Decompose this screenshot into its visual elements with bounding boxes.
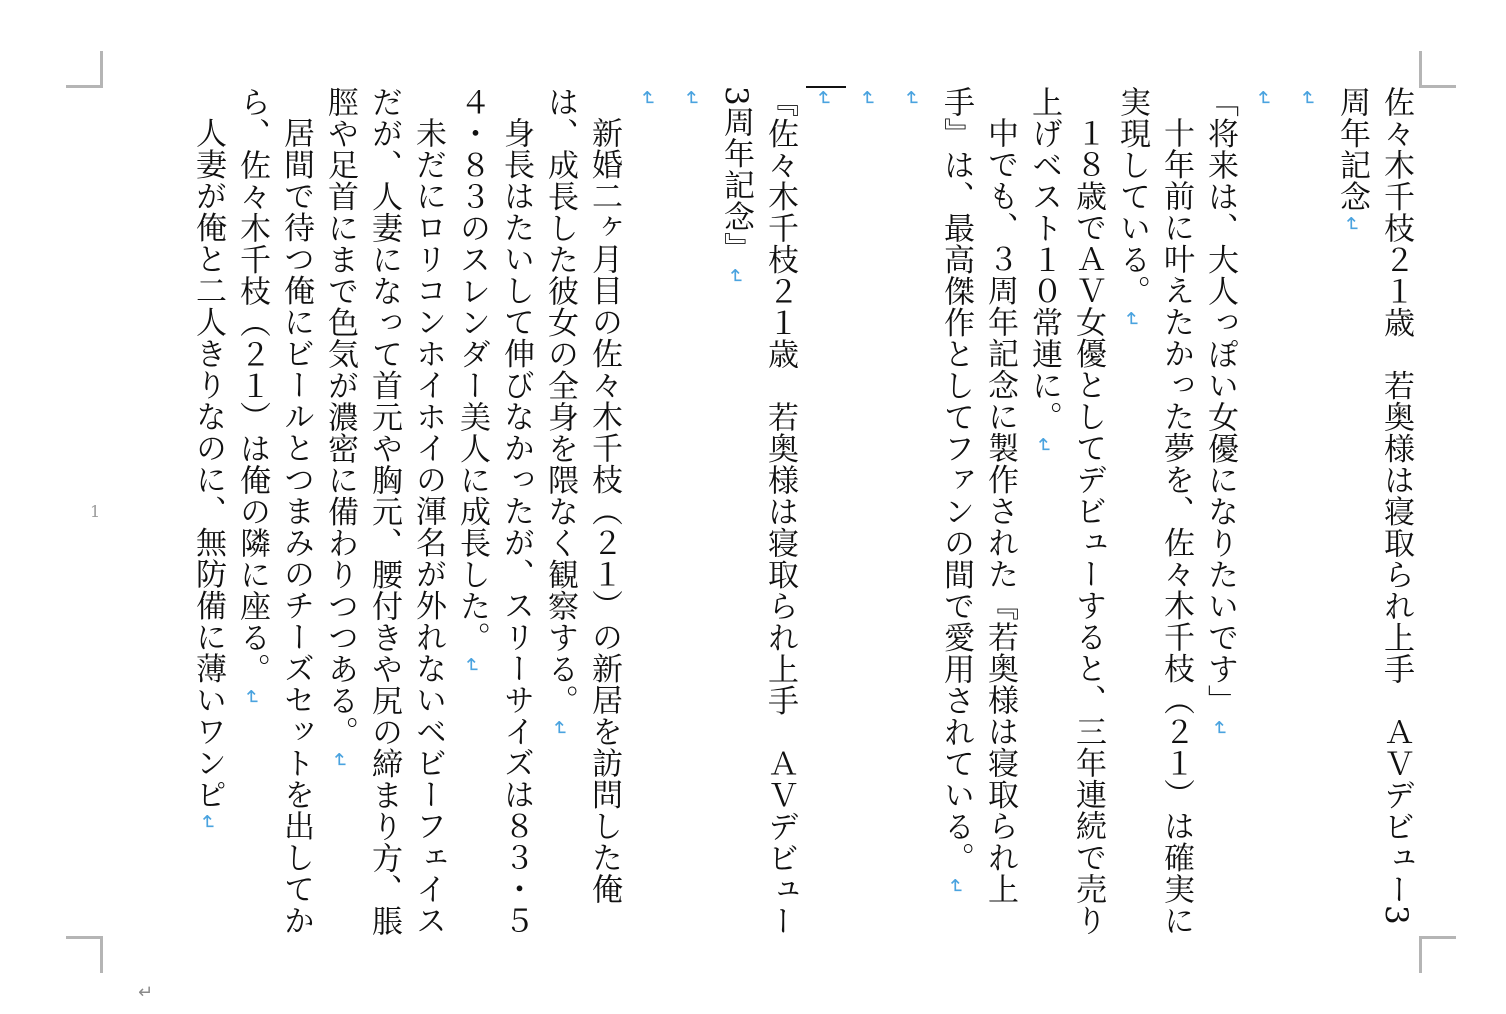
paragraph[interactable] <box>802 86 846 946</box>
paragraph[interactable] <box>1198 86 1242 946</box>
paragraph-indent <box>406 86 450 117</box>
paragraph-text: 居間で待つ俺にビールとつまみのチーズセットを出してから、佐々木千枝（２１）は俺の隣に座る。 <box>234 86 314 936</box>
paragraph-indent <box>186 86 230 117</box>
paragraph-mark-icon: ↵ <box>856 90 880 108</box>
paragraph-indent <box>494 86 538 117</box>
paragraph-mark-icon: ↵ <box>548 720 572 738</box>
paragraph-text: 十年前に叶えたかった夢を、佐々木千枝（２１）は確実に実現している。 <box>1114 86 1194 936</box>
paragraph-mark-icon: ↵ <box>724 267 748 285</box>
paragraph-mark-icon: ↵ <box>812 90 836 108</box>
paragraph-mark-icon: ↵ <box>1296 90 1320 108</box>
paragraph-text: １８歳でＡＶ女優としてデビューすると、三年連続で売り上げベスト１０常連に。 <box>1026 86 1106 936</box>
paragraph[interactable] <box>1242 86 1286 946</box>
paragraph-mark-icon: ↵ <box>680 90 704 108</box>
paragraph-indent <box>582 86 626 117</box>
paragraph-indent <box>1066 86 1110 117</box>
paragraph[interactable] <box>846 86 890 946</box>
paragraph-text: 佐々木千枝２１歳 若奥様は寝取られ上手 ＡＶデビュー3周年記念 <box>1334 86 1414 926</box>
vertical-text-body[interactable] <box>100 86 1418 946</box>
paragraph[interactable] <box>714 86 802 946</box>
paragraph[interactable] <box>318 86 450 946</box>
paragraph-mark-icon: ↵ <box>1120 310 1144 328</box>
paragraph-mark-icon: ↵ <box>196 814 220 832</box>
paragraph-mark-icon: ↵ <box>944 877 968 895</box>
paragraph-text: 「将来は、大人っぽい女優になりたいです」 <box>1202 86 1238 716</box>
crop-mark-bottom-left <box>66 936 103 973</box>
crop-mark-bottom-right <box>1419 936 1456 973</box>
paragraph[interactable] <box>670 86 714 946</box>
paragraph[interactable] <box>1286 86 1330 946</box>
paragraph-indent <box>978 86 1022 117</box>
line-number: 1 <box>90 502 101 521</box>
paragraph-indent <box>1154 86 1198 117</box>
paragraph-mark-icon: ↵ <box>636 90 660 108</box>
paragraph-text: 中でも、３周年記念に製作された『若奥様は寝取られ上手』は、最高傑作としてファンの間で愛用されている。 <box>938 86 1018 905</box>
paragraph-mark-icon: ↵ <box>240 688 264 706</box>
paragraph[interactable] <box>890 86 934 946</box>
paragraph[interactable] <box>186 86 230 946</box>
paragraph[interactable] <box>1330 86 1418 946</box>
paragraph-mark-icon: ↵ <box>900 90 924 108</box>
paragraph-mark-icon: ↵ <box>460 657 484 675</box>
paragraph[interactable] <box>1110 86 1198 946</box>
crop-mark-top-left <box>66 51 103 88</box>
paragraph-text: 新婚二ヶ月目の佐々木千枝（２１）の新居を訪問した俺は、成長した彼女の全身を隈なく観察する。 <box>542 86 622 905</box>
paragraph-text: 『佐々木千枝２１歳 若奥様は寝取られ上手 ＡＶデビュー3周年記念』 <box>718 86 798 937</box>
paragraph[interactable] <box>626 86 670 946</box>
paragraph-text: 未だにロリコンホイホイの渾名が外れないベビーフェイスだが、人妻になって首元や胸元、腰付きや尻の締まり方、脹脛や足首にまで色気が濃密に備わりつつある。 <box>322 86 446 937</box>
paragraph-mark-icon: ↵ <box>1208 720 1232 738</box>
paragraph[interactable] <box>1022 86 1110 946</box>
paragraph[interactable] <box>230 86 318 946</box>
document-end-mark: ↵ <box>138 982 154 1003</box>
paragraph-text: 身長はたいして伸びなかったが、スリーサイズは８３・５４・８３のスレンダー美人に成長した。 <box>454 86 534 936</box>
paragraph[interactable] <box>538 86 626 946</box>
paragraph-mark-icon: ↵ <box>1340 216 1364 234</box>
paragraph-text: 人妻が俺と二人きりなのに、無防備に薄いワンピ <box>190 117 226 810</box>
paragraph[interactable] <box>934 86 1022 946</box>
paragraph-mark-icon: ↵ <box>1032 436 1056 454</box>
crop-mark-top-right <box>1419 51 1456 88</box>
paragraph-mark-icon: ↵ <box>1252 90 1276 108</box>
paragraph-mark-icon: ↵ <box>328 751 352 769</box>
paragraph-indent <box>274 86 318 117</box>
paragraph[interactable] <box>450 86 538 946</box>
